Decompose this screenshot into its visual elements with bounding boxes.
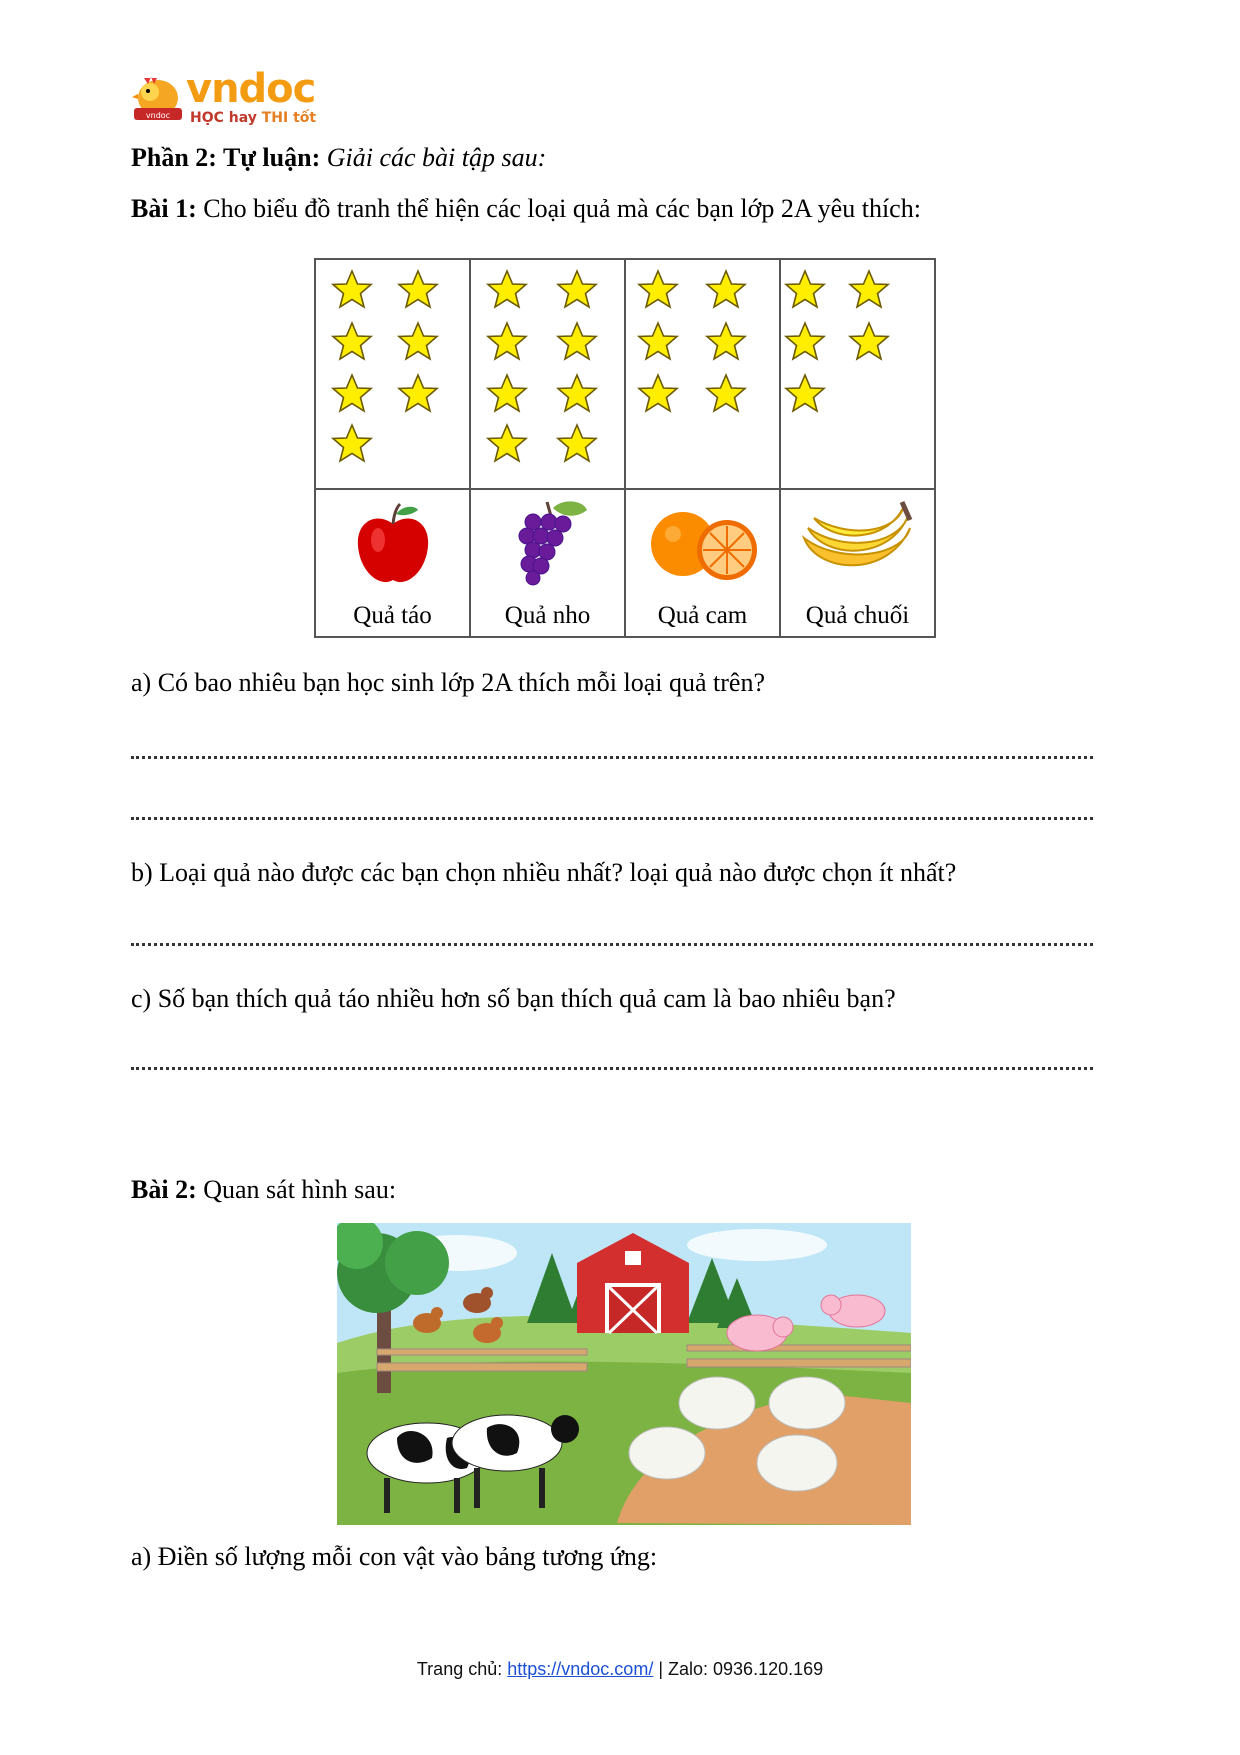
star-apple-2 xyxy=(396,268,440,312)
exercise-2-prompt xyxy=(131,1175,396,1205)
star-grape-1 xyxy=(485,268,529,312)
logo-wordmark: vndoc xyxy=(186,66,316,112)
star-grape-8 xyxy=(555,422,599,466)
star-grape-7 xyxy=(485,422,529,466)
star-orange-4 xyxy=(704,320,748,364)
section-heading xyxy=(131,143,546,173)
page-footer xyxy=(0,1659,1240,1680)
star-banana-2 xyxy=(847,268,891,312)
star-orange-2 xyxy=(704,268,748,312)
exercise-2-question-a: a) Điền số lượng mỗi con vật vào bảng tương ứng: xyxy=(131,1542,658,1571)
stars-grape xyxy=(471,260,624,488)
star-orange-6 xyxy=(704,372,748,416)
star-orange-3 xyxy=(636,320,680,364)
star-cell-banana xyxy=(780,259,935,489)
star-apple-6 xyxy=(396,372,440,416)
fruit-label-banana: Quả chuối xyxy=(805,602,910,629)
fruit-label-orange: Quả cam xyxy=(657,602,748,629)
star-grape-3 xyxy=(485,320,529,364)
fruit-cell-orange xyxy=(625,489,780,637)
exercise-1-question-c: c) Số bạn thích quả táo nhiều hơn số bạn thích quả cam là bao nhiêu bạn? xyxy=(131,984,896,1013)
star-cell-apple xyxy=(315,259,470,489)
answer-line-3[interactable] xyxy=(131,943,1093,946)
exercise-1-title: Bài 1: xyxy=(131,194,197,223)
star-grape-6 xyxy=(555,372,599,416)
exercise-2-title: Bài 2: xyxy=(131,1175,197,1204)
exercise-1-prompt xyxy=(131,194,921,224)
star-banana-1 xyxy=(783,268,827,312)
stars-apple xyxy=(316,260,469,488)
grapes-icon xyxy=(503,494,593,586)
logo-slogan-learn: HỌC hay xyxy=(190,110,262,126)
star-grape-5 xyxy=(485,372,529,416)
banana-icon xyxy=(798,498,918,584)
stars-banana xyxy=(781,260,934,488)
logo-slogan-test: THI tốt xyxy=(261,110,317,126)
footer-homepage-link[interactable]: https://vndoc.com/ xyxy=(507,1659,654,1679)
star-cell-orange xyxy=(625,259,780,489)
star-orange-1 xyxy=(636,268,680,312)
star-banana-3 xyxy=(783,320,827,364)
fruit-cell-banana xyxy=(780,489,935,637)
star-grape-2 xyxy=(555,268,599,312)
exercise-1-question-a: a) Có bao nhiêu bạn học sinh lớp 2A thích mỗi loại quả trên? xyxy=(131,668,766,697)
logo-slogan xyxy=(190,110,316,126)
star-apple-3 xyxy=(330,320,374,364)
star-banana-5 xyxy=(783,372,827,416)
logo-badge-text: vndoc xyxy=(145,111,171,120)
pictograph-table xyxy=(314,258,936,638)
apple-icon xyxy=(348,500,438,590)
vndoc-logo[interactable] xyxy=(130,68,330,130)
fruit-label-apple: Quả táo xyxy=(353,602,432,629)
exercise-1-text: Cho biểu đồ tranh thể hiện các loại quả mà các bạn lớp 2A yêu thích: xyxy=(196,194,921,223)
star-apple-1 xyxy=(330,268,374,312)
orange-icon xyxy=(643,506,763,586)
star-orange-5 xyxy=(636,372,680,416)
section-heading-italic: Giải các bài tập sau: xyxy=(320,143,547,172)
exercise-2-text: Quan sát hình sau: xyxy=(196,1175,397,1204)
star-apple-5 xyxy=(330,372,374,416)
chicken-mascot-icon xyxy=(130,72,186,124)
answer-line-2[interactable] xyxy=(131,817,1093,820)
fruit-pictograph xyxy=(314,258,936,636)
answer-line-4[interactable] xyxy=(131,1067,1093,1070)
footer-suffix: | Zalo: 0936.120.169 xyxy=(653,1659,824,1679)
section-heading-bold: Phần 2: Tự luận: xyxy=(131,143,321,172)
answer-line-1[interactable] xyxy=(131,756,1093,759)
star-cell-grape xyxy=(470,259,625,489)
farm-illustration xyxy=(337,1223,911,1525)
star-banana-4 xyxy=(847,320,891,364)
fruit-cell-apple xyxy=(315,489,470,637)
fruit-cell-grape xyxy=(470,489,625,637)
star-apple-4 xyxy=(396,320,440,364)
fruit-label-grape: Quả nho xyxy=(504,602,591,629)
exercise-1-question-b: b) Loại quả nào được các bạn chọn nhiều nhất? loại quả nào được chọn ít nhất? xyxy=(131,858,957,887)
star-apple-7 xyxy=(330,422,374,466)
star-grape-4 xyxy=(555,320,599,364)
footer-prefix: Trang chủ: xyxy=(416,1659,508,1679)
stars-orange xyxy=(626,260,779,488)
